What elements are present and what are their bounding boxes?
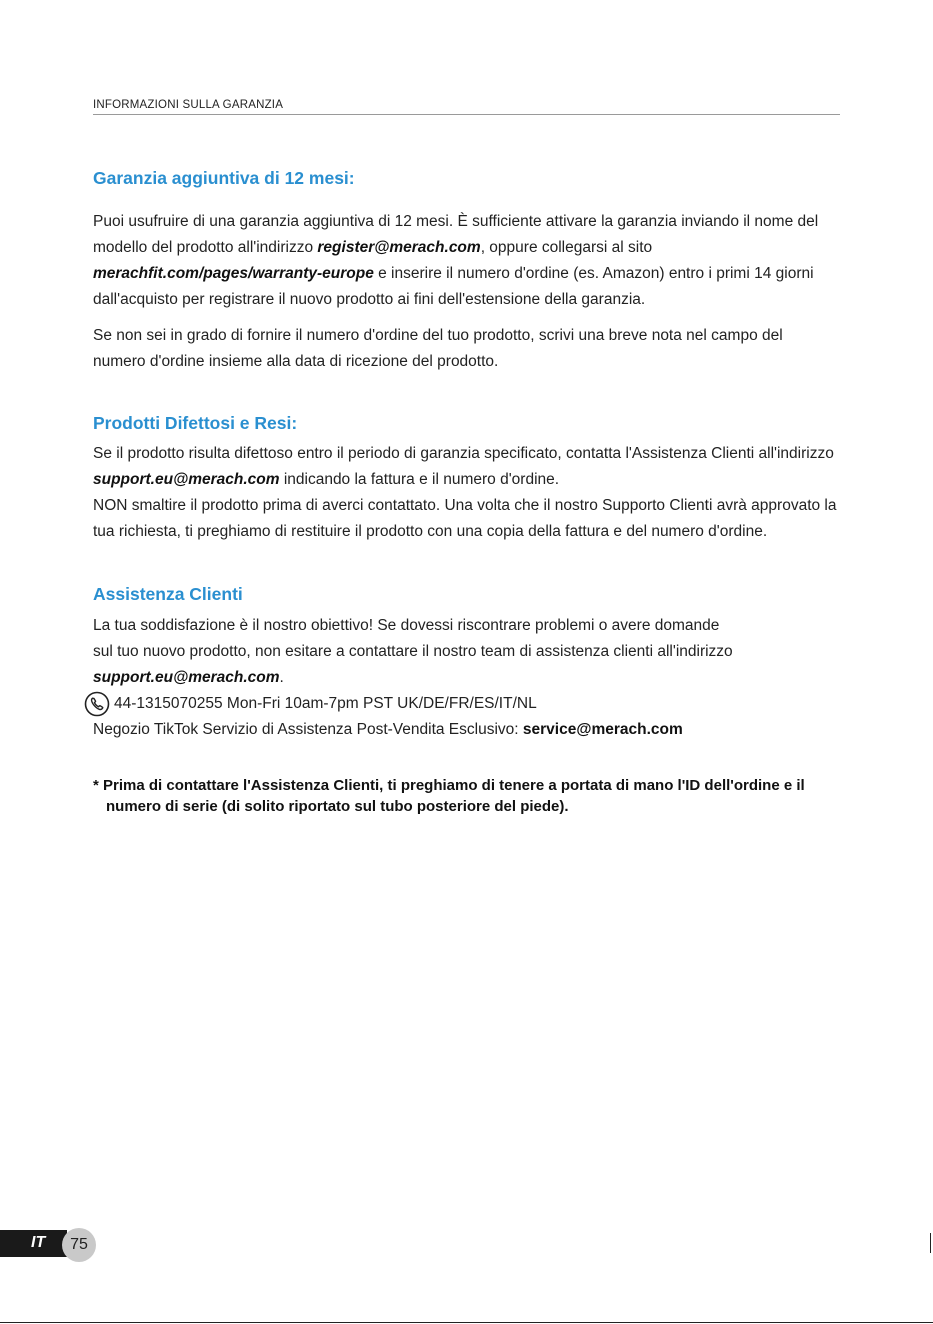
- paragraph-text: e inserire il numero d'ordine (es. Amazon) entro i primi 14 giorni dall'acquisto per registrare il nuovo prodotto ai fini dell'estensione della garanzia.: [93, 265, 814, 308]
- customer-service-block: [93, 613, 863, 743]
- customer-service-line-2: sul tuo nuovo prodotto, non esitare a contattare il nostro team di assistenza clienti all'indirizzo: [93, 643, 733, 660]
- page-bottom-rule: [0, 1322, 933, 1323]
- phone-hours-text: 44-1315070255 Mon-Fri 10am-7pm PST UK/DE/FR/ES/IT/NL: [114, 695, 537, 712]
- paragraph-text: indicando la fattura e il numero d'ordine.: [279, 471, 560, 488]
- customer-service-email-link[interactable]: support.eu@merach.com: [93, 669, 280, 686]
- phone-icon: [84, 691, 110, 717]
- warranty-url-link[interactable]: merachfit.com/pages/warranty-europe: [93, 265, 374, 282]
- support-email-link[interactable]: support.eu@merach.com: [93, 471, 280, 488]
- customer-service-line-1: La tua soddisfazione è il nostro obiettivo! Se dovessi riscontrare problemi o avere domande: [93, 617, 720, 634]
- defective-products-paragraph: [93, 441, 838, 493]
- section-title-customer-service: Assistenza Clienti: [93, 584, 243, 604]
- language-tag: [0, 1230, 67, 1257]
- order-number-note-paragraph: Se non sei in grado di fornire il numero d'ordine del tuo prodotto, scrivi una breve nota nel campo del numero d'ordine insieme alla data di ricezione del prodotto.: [93, 327, 783, 370]
- important-note: * Prima di contattare l'Assistenza Clienti, ti preghiamo di tenere a portata di mano l'ID dell'ordine e il numero di serie (di solito riportato sul tubo posteriore del piede).: [93, 777, 805, 815]
- extended-warranty-paragraph: [93, 209, 838, 313]
- paragraph-text: , oppure collegarsi al sito: [480, 239, 653, 256]
- register-email-link[interactable]: register@merach.com: [317, 239, 481, 256]
- crop-mark: [930, 1233, 931, 1253]
- section-title-defective-products: Prodotti Difettosi e Resi:: [93, 413, 298, 433]
- page-number-badge: [62, 1228, 96, 1262]
- return-instructions-paragraph: NON smaltire il prodotto prima di averci contattato. Una volta che il nostro Supporto Clienti avrà approvato la tua richiesta, ti preghiamo di restituire il prodotto con una copia della fattura e del numero d'ordine.: [93, 497, 837, 540]
- tiktok-support-label: Negozio TikTok Servizio di Assistenza Post-Vendita Esclusivo:: [93, 721, 523, 738]
- tiktok-support-line: [93, 717, 863, 743]
- email-suffix: .: [279, 669, 284, 686]
- section-title-extended-warranty: Garanzia aggiuntiva di 12 mesi:: [93, 168, 355, 188]
- customer-service-email-line: [93, 665, 863, 691]
- page-number: 75: [70, 1236, 88, 1253]
- header-title: INFORMAZIONI SULLA GARANZIA: [93, 99, 284, 111]
- paragraph-text: Puoi usufruire di una garanzia aggiuntiva di 12 mesi. È sufficiente attivare la garanzia inviando il nome del modello del prodotto all'indirizzo: [93, 213, 819, 256]
- document-body: [93, 167, 863, 817]
- page-header: [93, 95, 840, 115]
- tiktok-support-email-link[interactable]: service@merach.com: [522, 721, 683, 738]
- language-tag-label: IT: [31, 1234, 46, 1251]
- paragraph-text: Se il prodotto risulta difettoso entro il periodo di garanzia specificato, contatta l'Assistenza Clienti all'indirizzo: [93, 445, 834, 462]
- phone-line: [84, 691, 863, 717]
